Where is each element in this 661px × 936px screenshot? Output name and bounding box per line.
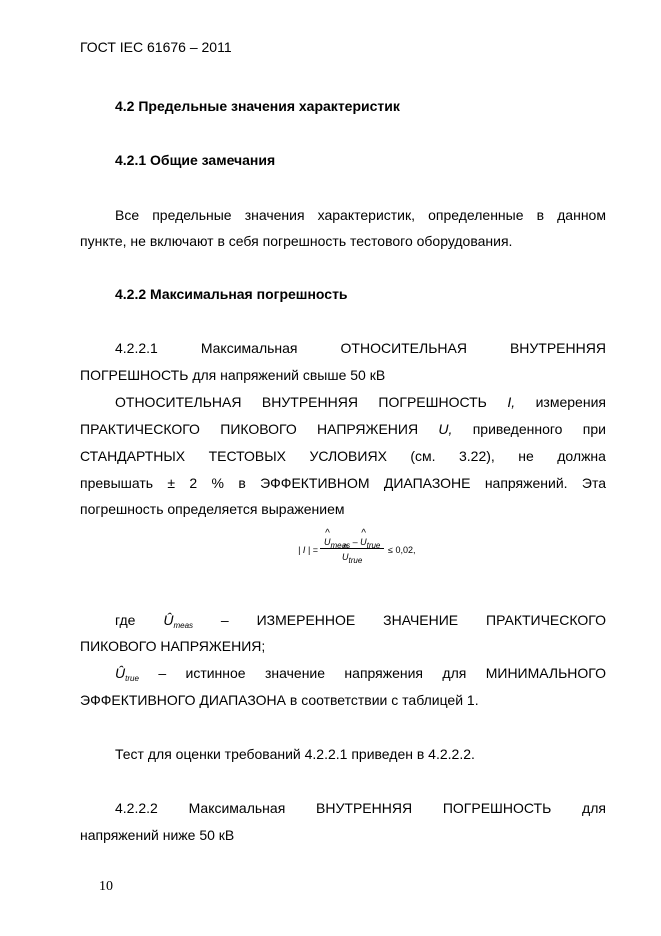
word: Все	[115, 207, 140, 223]
main-paragraph-line-1	[115, 394, 606, 410]
main-paragraph-line-4	[80, 475, 606, 491]
word: ПРАКТИЧЕСКОГО	[486, 612, 606, 628]
word: приведенного	[472, 421, 563, 437]
word: не	[518, 448, 534, 464]
word: Максимальная	[188, 800, 286, 816]
word: 3.22),	[459, 448, 495, 464]
symbol-u-true: Ûtrue	[115, 665, 139, 683]
word: СТАНДАРТНЫХ	[80, 448, 186, 464]
word: Эта	[581, 475, 606, 491]
word: ВНУТРЕННЯЯ	[509, 340, 606, 356]
word: %	[211, 475, 224, 491]
word: в	[238, 475, 246, 491]
word: данном	[557, 207, 606, 223]
word: НАПРЯЖЕНИЯ	[317, 421, 419, 437]
word: превышать	[80, 475, 154, 491]
fraction-bar	[320, 548, 384, 549]
word: где	[115, 612, 136, 628]
formula-lhs: | I | =	[298, 545, 318, 555]
formula-rhs: ≤ 0,02,	[388, 545, 416, 555]
word: значения	[244, 207, 305, 223]
word: –	[220, 612, 229, 628]
word: ЭФФЕКТИВНОМ	[260, 475, 370, 491]
section-heading-4-2: 4.2 Предельные значения характеристик	[115, 98, 400, 114]
word: 4.2.2.2	[115, 800, 158, 816]
word: для	[442, 665, 467, 681]
word: (см.	[410, 448, 436, 464]
word: при	[582, 421, 606, 437]
word: для	[582, 800, 606, 816]
word: определенные	[428, 207, 524, 223]
symbol-i: I,	[507, 394, 516, 410]
word: напряжения	[344, 665, 424, 681]
paragraph-4-2-2-2-line-1	[115, 800, 606, 816]
word: ВНУТРЕННЯЯ	[316, 800, 413, 816]
word: Максимальная	[200, 340, 298, 356]
where-true-line-2: ЭФФЕКТИВНОГО ДИАПАЗОНА в соответствии с таблицей 1.	[80, 692, 479, 708]
word: ПОГРЕШНОСТЬ	[442, 800, 552, 816]
paragraph-4-2-1-line-1	[115, 207, 606, 223]
page-number: 10	[99, 879, 113, 894]
word: ±	[167, 475, 176, 491]
word: ВНУТРЕННЯЯ	[261, 394, 358, 410]
symbol-u-meas: Ûmeas	[163, 612, 194, 630]
word: ИЗМЕРЕННОЕ	[256, 612, 356, 628]
paragraph-4-2-1-line-2: пункте, не включают в себя погрешность тестового оборудования.	[80, 233, 513, 249]
main-paragraph-line-3	[80, 448, 606, 464]
word: предельные	[152, 207, 232, 223]
where-measured-line-1	[115, 612, 606, 631]
paragraph-4-2-2-2-line-2: напряжений ниже 50 кВ	[80, 827, 235, 843]
section-heading-4-2-2: 4.2.2 Максимальная погрешность	[115, 286, 348, 302]
word: УСЛОВИЯХ	[309, 448, 387, 464]
word: ДИАПАЗОНЕ	[383, 475, 471, 491]
word: ЗНАЧЕНИЕ	[383, 612, 459, 628]
word: в	[536, 207, 545, 223]
main-paragraph-line-2	[80, 421, 606, 437]
word: характеристик,	[317, 207, 416, 223]
main-paragraph-line-5: погрешность определяется выражением	[80, 501, 345, 517]
word: измерения	[535, 394, 606, 410]
test-reference-paragraph: Тест для оценки требований 4.2.2.1 приведен в 4.2.2.2.	[115, 746, 475, 762]
word: 2	[189, 475, 198, 491]
word: должна	[557, 448, 606, 464]
paragraph-4-2-2-1-line-2: ПОГРЕШНОСТЬ для напряжений свыше 50 кВ	[80, 367, 386, 383]
formula-denominator: ^ Utrue	[342, 552, 362, 563]
word: ОТНОСИТЕЛЬНАЯ	[115, 394, 242, 410]
word: ПРАКТИЧЕСКОГО	[80, 421, 200, 437]
section-heading-4-2-1: 4.2.1 Общие замечания	[115, 152, 276, 168]
word: значение	[264, 665, 326, 681]
word: МИНИМАЛЬНОГО	[485, 665, 606, 681]
where-true-line-1	[115, 665, 606, 684]
word: ПИКОВОГО	[220, 421, 297, 437]
where-measured-line-2: ПИКОВОГО НАПРЯЖЕНИЯ;	[80, 638, 266, 654]
word: истинное	[185, 665, 246, 681]
word: 4.2.2.1	[115, 340, 158, 356]
word: напряжений.	[484, 475, 568, 491]
word: ОТНОСИТЕЛЬНАЯ	[340, 340, 467, 356]
word: ТЕСТОВЫХ	[208, 448, 286, 464]
paragraph-4-2-2-1-line-1	[115, 340, 606, 356]
document-header: ГОСТ IEC 61676 – 2011	[80, 39, 232, 55]
symbol-u: U,	[438, 421, 453, 437]
word: –	[158, 665, 167, 681]
word: ПОГРЕШНОСТЬ	[378, 394, 487, 410]
formula-numerator: ^ Umeas – ^ Utrue	[324, 537, 380, 548]
